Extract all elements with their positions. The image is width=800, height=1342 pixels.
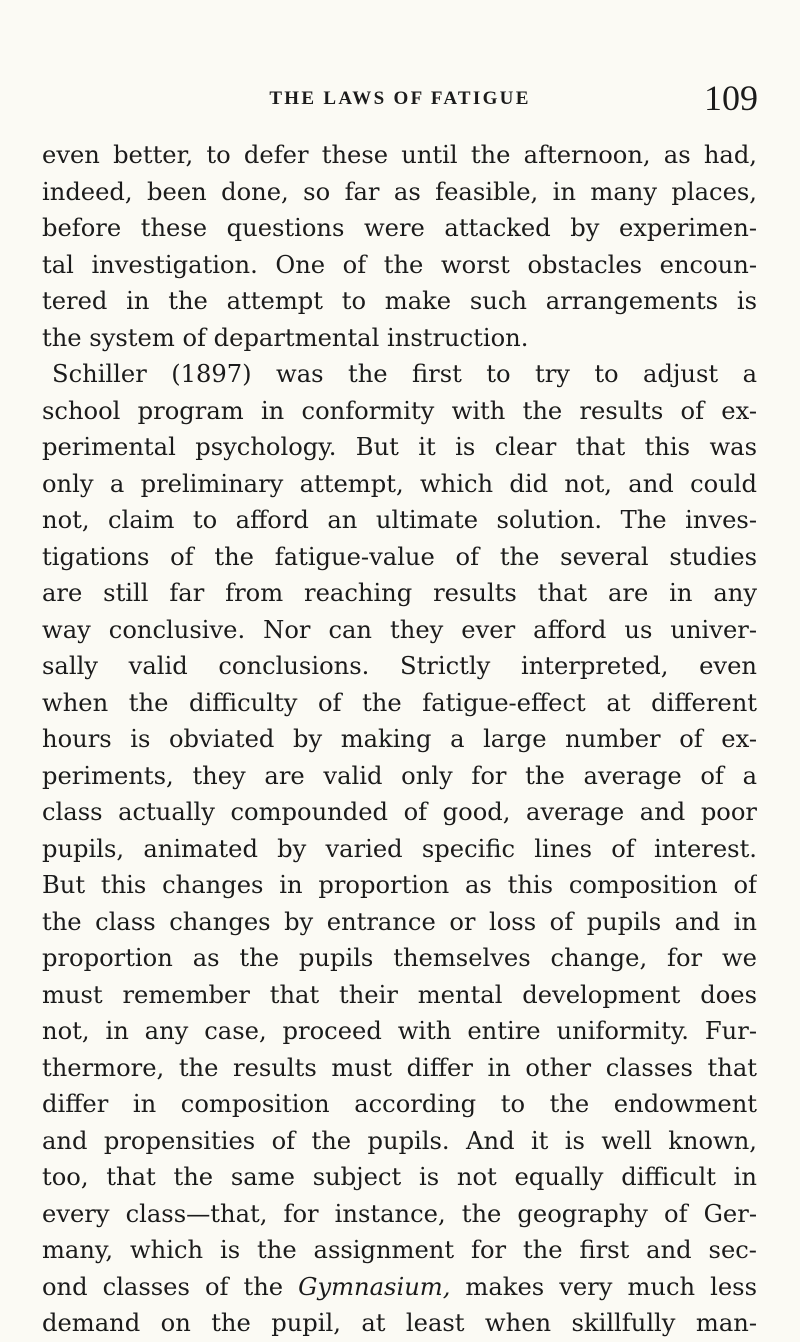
- running-head: [42, 76, 758, 126]
- page-number: 109: [704, 78, 758, 118]
- text-line: and propensities of the pupils. And it is well known,: [42, 1126, 757, 1155]
- text-line: too, that the same subject is not equally difficult in: [42, 1163, 757, 1191]
- text-line: class actually compounded of good, average and poor: [42, 798, 757, 826]
- text-line: indeed, been done, so far as feasible, in many places,: [42, 177, 757, 206]
- text-line: tered in the attempt to make such arrangements is: [42, 287, 757, 315]
- text-line: But this changes in proportion as this composition of: [42, 871, 757, 899]
- text-line: not, in any case, proceed with entire uniformity. Fur-: [42, 1017, 757, 1045]
- text-line: perimental psychology. But it is clear that this was: [42, 433, 757, 461]
- text-line: only a preliminary attempt, which did not, and could: [42, 469, 757, 498]
- running-title: THE LAWS OF FATIGUE: [269, 88, 531, 109]
- text-line: not, claim to afford an ultimate solution. The inves-: [42, 506, 757, 534]
- text-line: when the difficulty of the fatigue-effect at different: [42, 688, 757, 717]
- text-line: thermore, the results must differ in other classes that: [42, 1053, 757, 1082]
- text-line: differ in composition according to the endowment: [42, 1090, 757, 1118]
- text-segment: makes very much less: [450, 1272, 757, 1301]
- text-line: tal investigation. One of the worst obstacles encoun-: [42, 250, 757, 279]
- text-line: every class—that, for instance, the geography of Ger-: [42, 1199, 757, 1228]
- text-line: periments, they are valid only for the average of a: [42, 761, 757, 790]
- text-line: pupils, animated by varied specific lines of interest.: [42, 834, 757, 863]
- text-line: before these questions were attacked by experimen-: [42, 214, 757, 242]
- text-line: must remember that their mental development does: [42, 980, 757, 1009]
- text-segment: ond classes of the: [42, 1272, 299, 1301]
- text-line: even better, to defer these until the afternoon, as had,: [42, 141, 757, 169]
- text-line: [42, 1269, 757, 1306]
- text-line: the system of departmental instruction.: [42, 323, 529, 352]
- text-line: school program in conformity with the results of ex-: [42, 396, 757, 425]
- text-line: demand on the pupil, at least when skillfully man-: [42, 1309, 757, 1337]
- text-line: way conclusive. Nor can they ever afford us univer-: [42, 615, 757, 644]
- text-line: hours is obviated by making a large number of ex-: [42, 725, 757, 753]
- text-line: are still far from reaching results that are in any: [42, 579, 757, 607]
- text-line: many, which is the assignment for the first and sec-: [42, 1236, 757, 1264]
- body-text: [42, 137, 757, 1342]
- text-line: tigations of the fatigue-value of the several studies: [42, 542, 757, 571]
- italic-term: Gymnasium,: [298, 1272, 451, 1301]
- text-line: sally valid conclusions. Strictly interpreted, even: [42, 652, 757, 680]
- text-line: proportion as the pupils themselves change, for we: [42, 944, 757, 972]
- text-line: Schiller (1897) was the first to try to adjust a: [52, 360, 757, 388]
- text-line: the class changes by entrance or loss of pupils and in: [42, 907, 757, 936]
